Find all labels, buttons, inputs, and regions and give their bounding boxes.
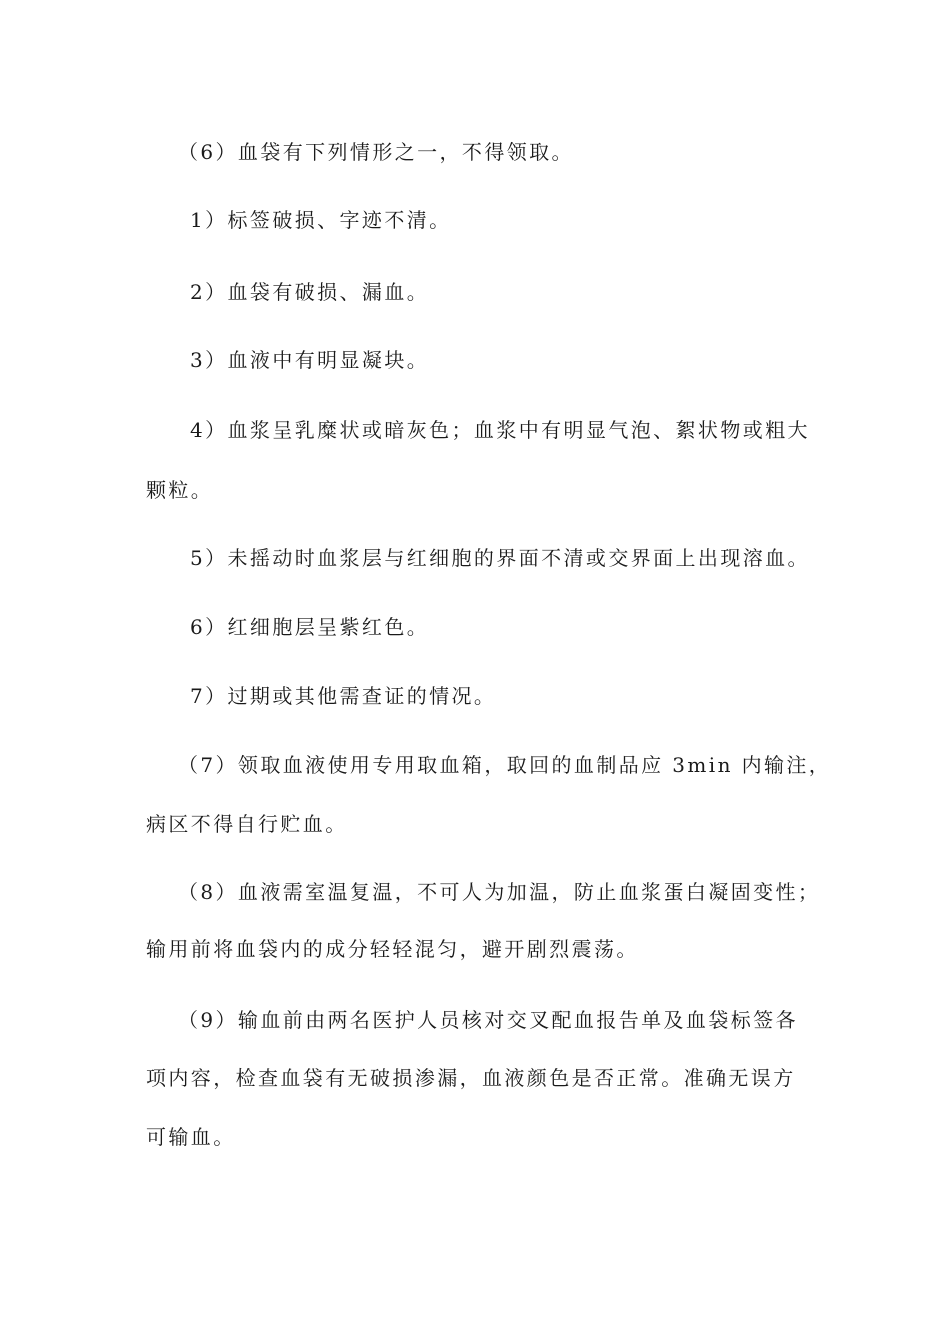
paragraph-9-line-1: （9）输血前由两名医护人员核对交叉配血报告单及血袋标签各 bbox=[178, 1008, 798, 1032]
paragraph-7-line-1: （7）领取血液使用专用取血箱，取回的血制品应 3min 内输注， bbox=[178, 753, 832, 777]
list-item-6: 6）红细胞层呈紫红色。 bbox=[190, 615, 430, 639]
paragraph-6-heading: （6）血袋有下列情形之一，不得领取。 bbox=[178, 140, 574, 164]
paragraph-9-line-3: 可输血。 bbox=[146, 1125, 236, 1149]
list-item-4-line-1: 4）血浆呈乳糜状或暗灰色；血浆中有明显气泡、絮状物或粗大 bbox=[190, 418, 810, 442]
paragraph-8-line-1: （8）血液需室温复温，不可人为加温，防止血浆蛋白凝固变性； bbox=[178, 880, 821, 904]
paragraph-7-line-2: 病区不得自行贮血。 bbox=[146, 812, 348, 836]
paragraph-9-line-2: 项内容，检查血袋有无破损渗漏，血液颜色是否正常。准确无误方 bbox=[146, 1066, 796, 1090]
list-item-2: 2）血袋有破损、漏血。 bbox=[190, 280, 430, 304]
paragraph-8-line-2: 输用前将血袋内的成分轻轻混匀，避开剧烈震荡。 bbox=[146, 937, 639, 961]
list-item-3: 3）血液中有明显凝块。 bbox=[190, 348, 430, 372]
list-item-4-line-2: 颗粒。 bbox=[146, 478, 214, 502]
list-item-7: 7）过期或其他需查证的情况。 bbox=[190, 684, 497, 708]
list-item-1: 1）标签破损、字迹不清。 bbox=[190, 208, 452, 232]
list-item-5: 5）未摇动时血浆层与红细胞的界面不清或交界面上出现溶血。 bbox=[190, 546, 810, 570]
